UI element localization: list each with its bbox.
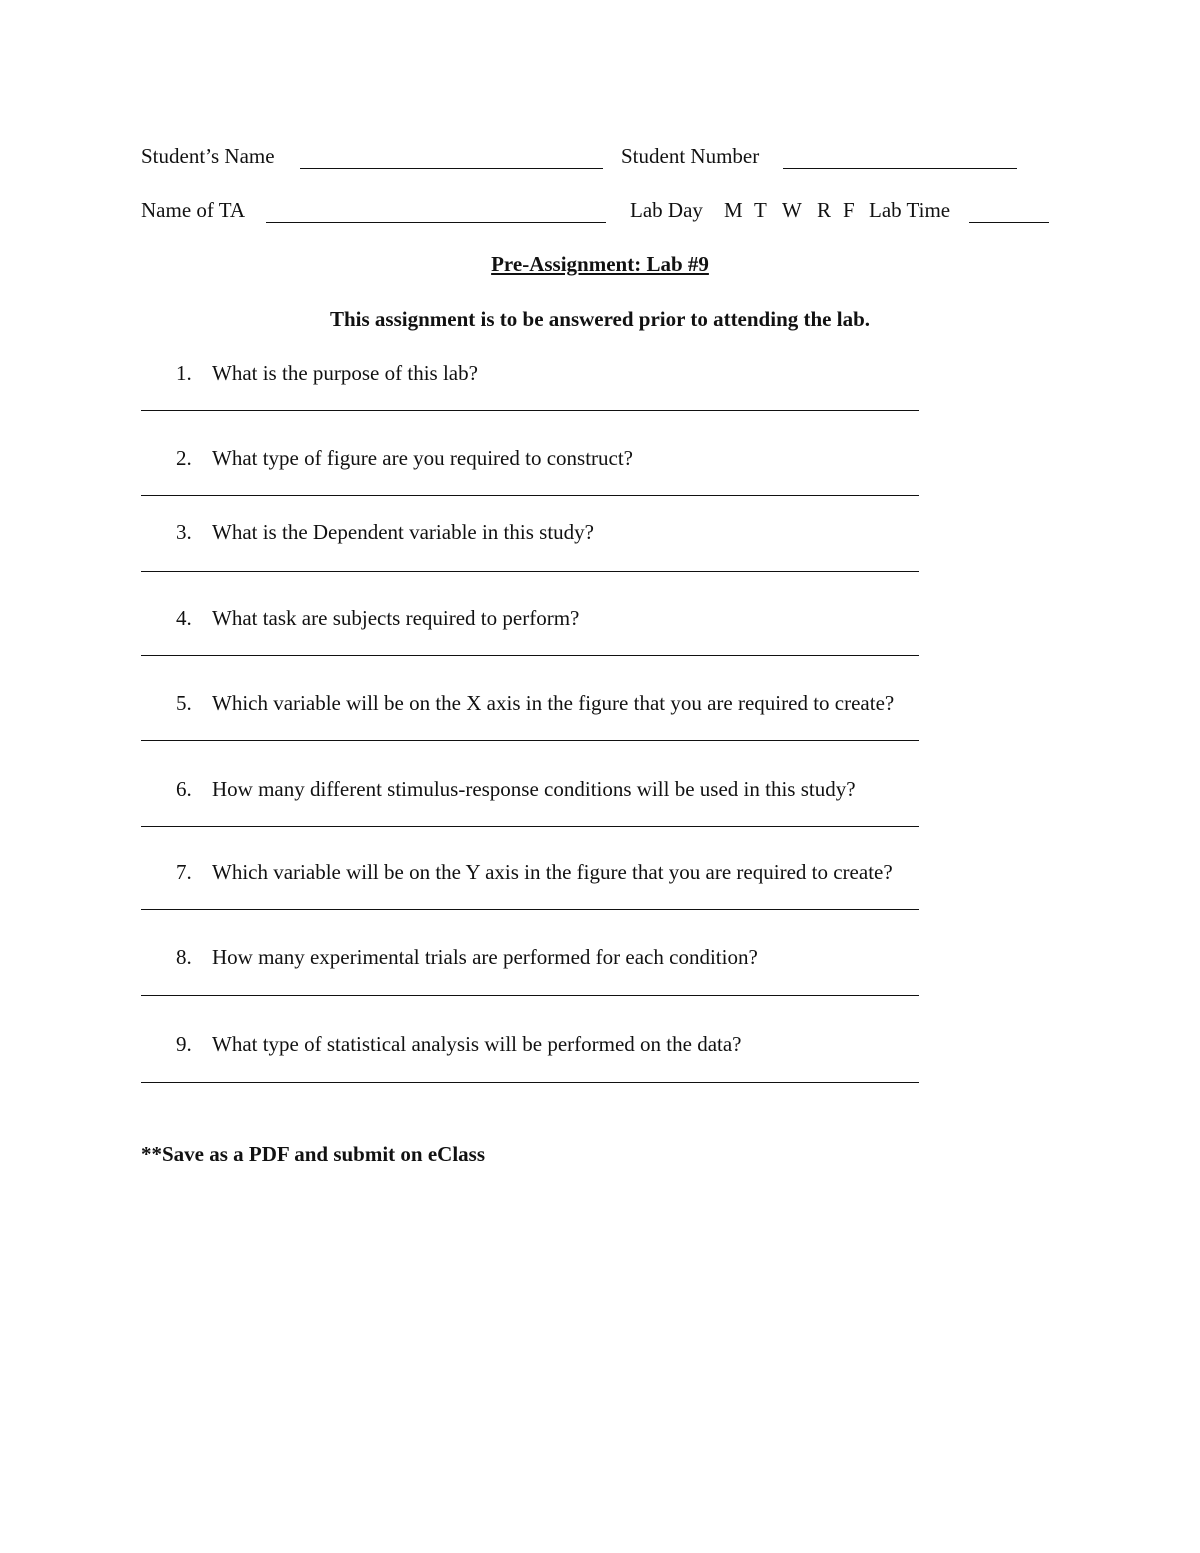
answer-line[interactable]: [141, 909, 919, 910]
lab-day-option-w[interactable]: W: [782, 198, 802, 222]
question-text: What is the purpose of this lab?: [212, 361, 478, 385]
question-text: What is the Dependent variable in this study?: [212, 520, 594, 544]
student-name-field[interactable]: [300, 168, 603, 169]
answer-line[interactable]: [141, 410, 919, 411]
question-number: 9.: [176, 1032, 192, 1056]
question-number: 6.: [176, 777, 192, 801]
student-name-label: Student’s Name: [141, 144, 275, 168]
instruction-text: This assignment is to be answered prior to attending the lab.: [329, 307, 871, 331]
answer-line[interactable]: [141, 995, 919, 996]
lab-day-option-m[interactable]: M: [724, 198, 743, 222]
question-number: 5.: [176, 691, 192, 715]
lab-day-option-f[interactable]: F: [843, 198, 855, 222]
question-text: What type of statistical analysis will be performed on the data?: [212, 1032, 742, 1056]
answer-line[interactable]: [141, 1082, 919, 1083]
lab-day-label: Lab Day: [630, 198, 703, 222]
answer-line[interactable]: [141, 740, 919, 741]
question-number: 7.: [176, 860, 192, 884]
question-text: How many experimental trials are performed for each condition?: [212, 945, 758, 969]
submission-note: **Save as a PDF and submit on eClass: [141, 1142, 486, 1166]
ta-name-label: Name of TA: [141, 198, 246, 222]
ta-name-field[interactable]: [266, 222, 606, 223]
question-number: 8.: [176, 945, 192, 969]
student-number-field[interactable]: [783, 168, 1017, 169]
lab-time-field[interactable]: [969, 222, 1049, 223]
question-number: 4.: [176, 606, 192, 630]
question-number: 3.: [176, 520, 192, 544]
answer-line[interactable]: [141, 655, 919, 656]
lab-day-option-t[interactable]: T: [754, 198, 767, 222]
answer-line[interactable]: [141, 571, 919, 572]
lab-time-label: Lab Time: [869, 198, 951, 222]
question-text: Which variable will be on the X axis in the figure that you are required to create?: [212, 691, 895, 715]
answer-line[interactable]: [141, 826, 919, 827]
question-number: 2.: [176, 446, 192, 470]
page-title-text: Pre-Assignment: Lab #9: [491, 252, 709, 276]
question-text: What type of figure are you required to construct?: [212, 446, 633, 470]
student-number-label: Student Number: [621, 144, 760, 168]
question-text: What task are subjects required to perform?: [212, 606, 580, 630]
page-title: [0, 252, 1200, 276]
lab-day-option-r[interactable]: R: [817, 198, 832, 222]
question-number: 1.: [176, 361, 192, 385]
question-text: Which variable will be on the Y axis in the figure that you are required to create?: [212, 860, 893, 884]
answer-line[interactable]: [141, 495, 919, 496]
question-text: How many different stimulus-response conditions will be used in this study?: [212, 777, 856, 801]
